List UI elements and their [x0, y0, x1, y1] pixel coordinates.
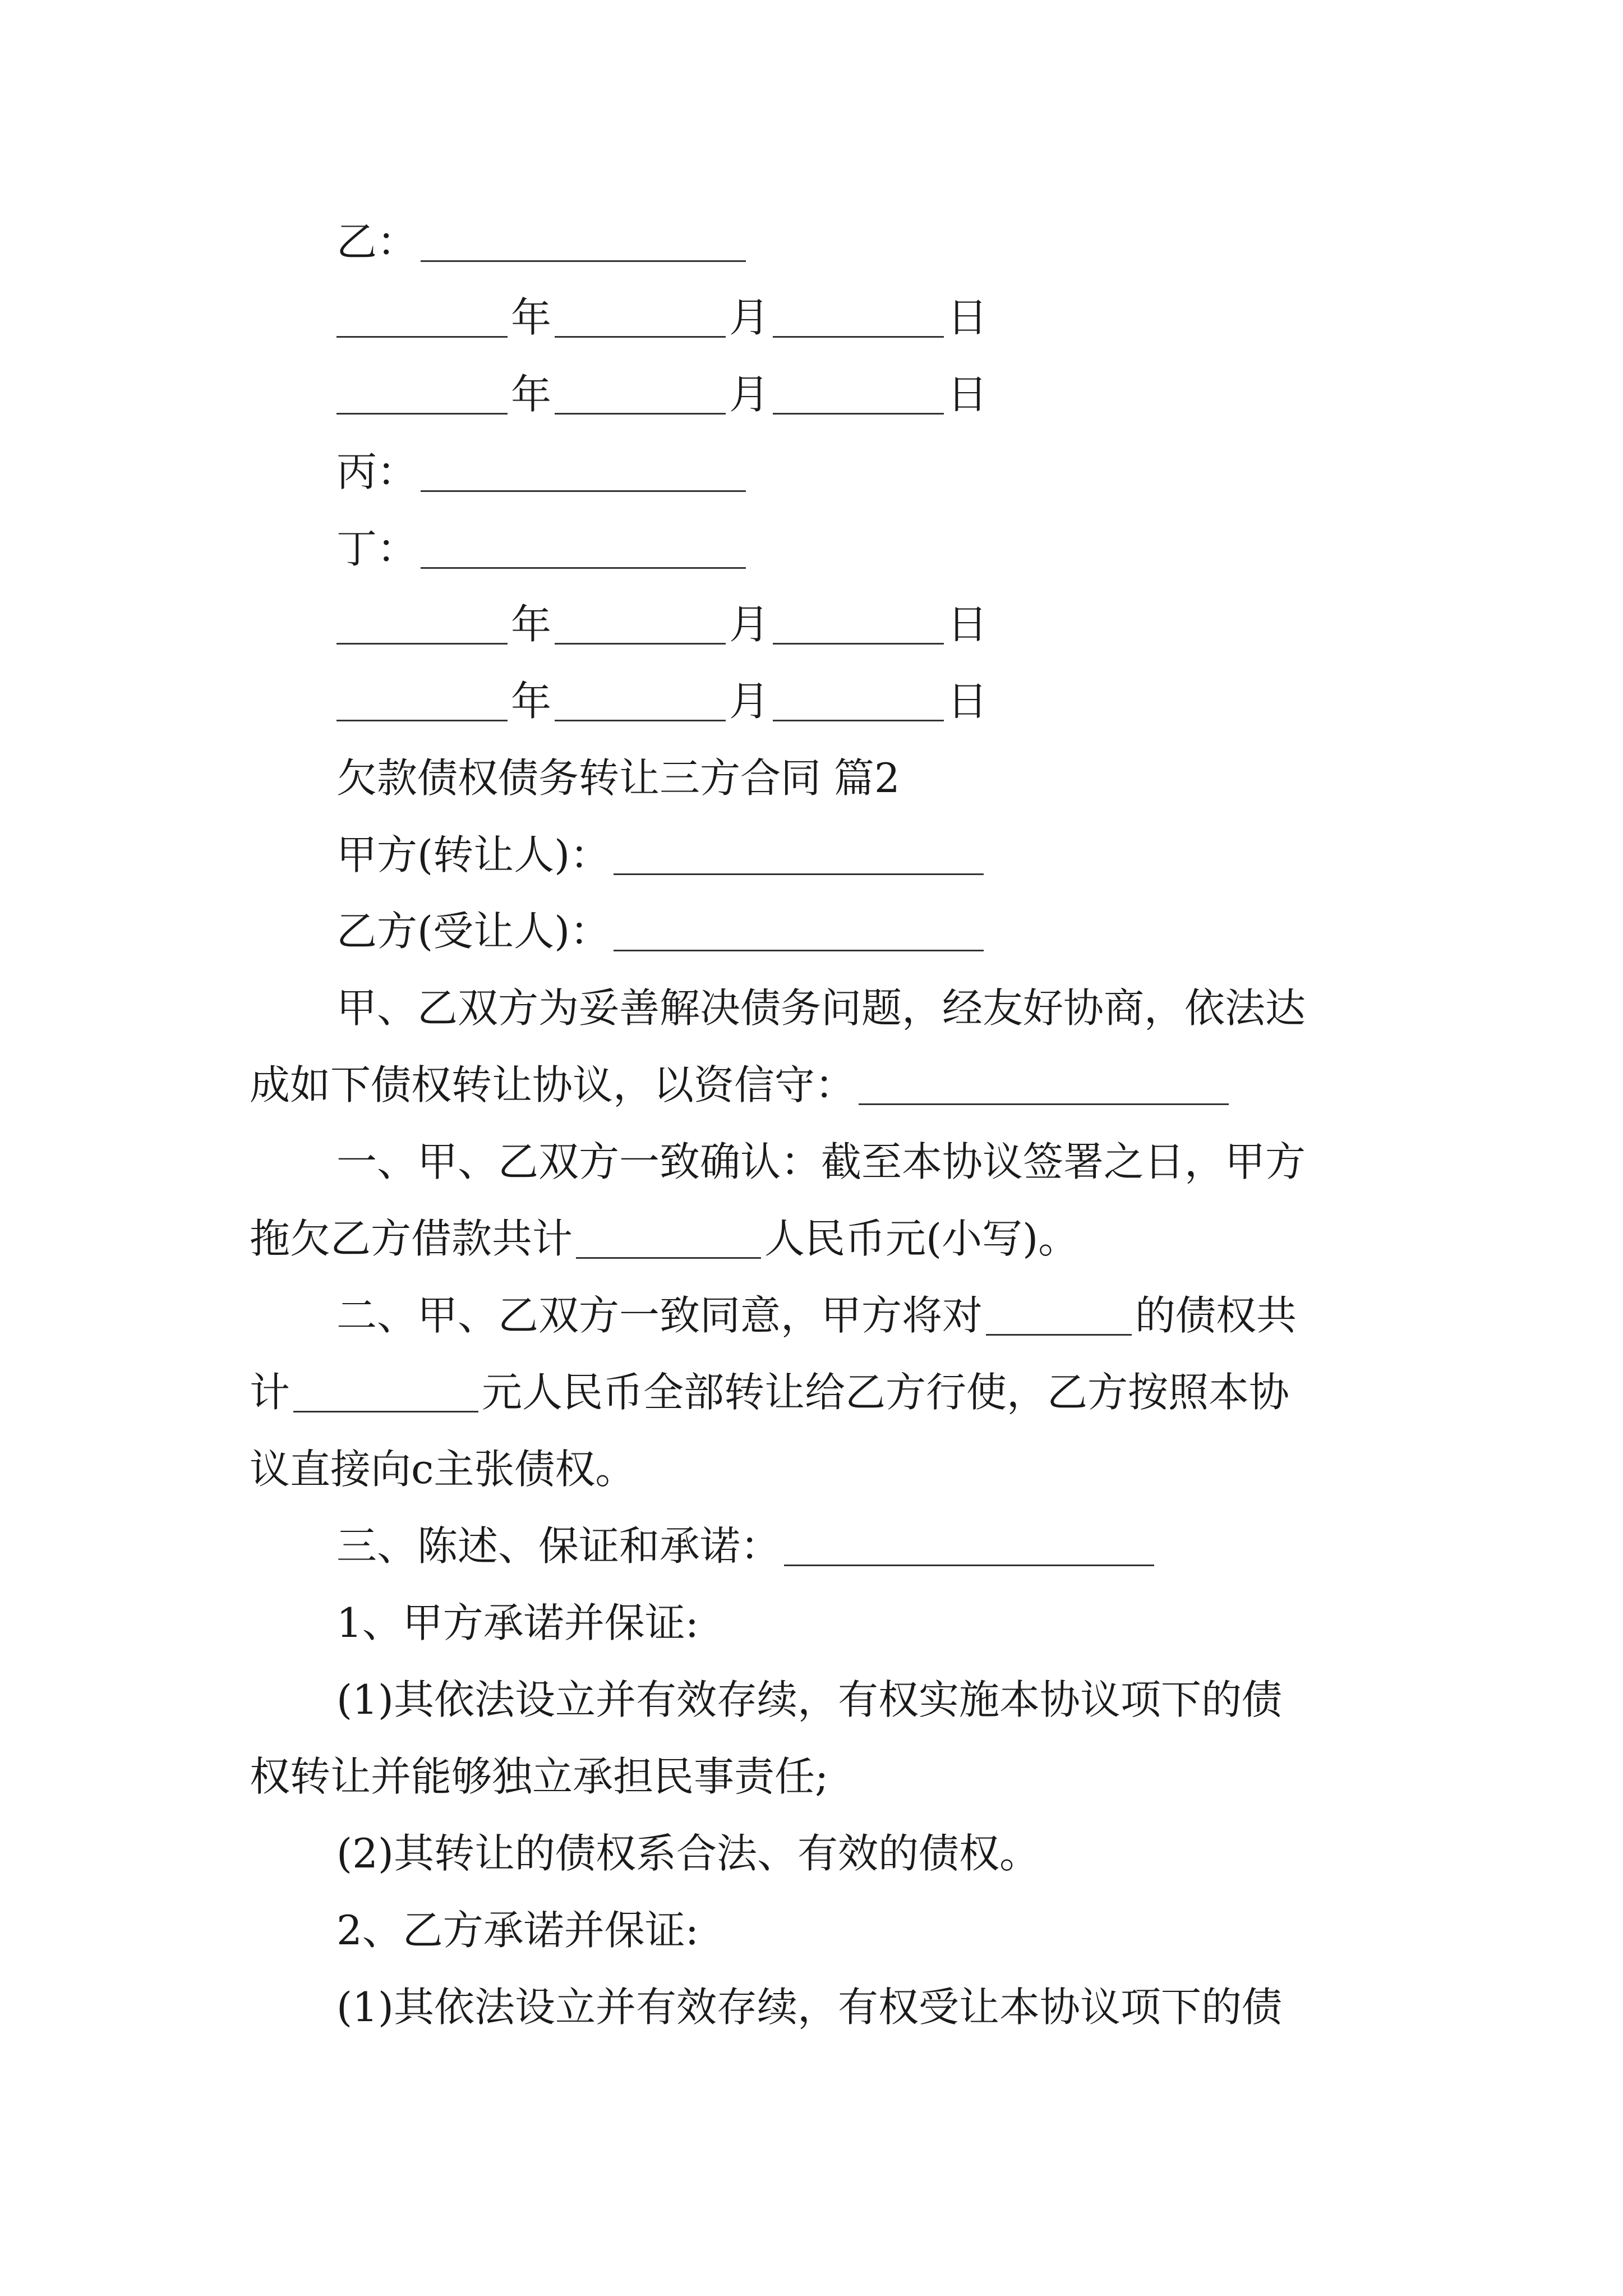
debt-amount-blank[interactable] — [293, 1377, 478, 1412]
signature-yi-label: 乙： — [336, 218, 418, 265]
party-a-blank[interactable] — [614, 840, 984, 875]
clause-2-line-2 — [250, 1369, 1290, 1416]
month-label: 月 — [729, 601, 770, 648]
signature-bing-label: 丙： — [336, 448, 418, 495]
year-label: 年 — [511, 371, 552, 418]
date-line-4 — [336, 678, 988, 725]
item-1-1-text-2: 权转让并能够独立承担民事责任; — [250, 1753, 829, 1800]
item-2-1-text-1: (1)其依法设立并有效存续，有权受让本协议项下的债 — [336, 1984, 1282, 2031]
signature-ding — [336, 525, 749, 572]
intro-text-1: 甲、乙双方为妥善解决债务问题，经友好协商，依法达 — [336, 984, 1306, 1032]
year-blank[interactable] — [336, 686, 508, 721]
year-blank[interactable] — [336, 609, 508, 645]
day-label: 日 — [947, 678, 988, 725]
day-blank[interactable] — [773, 379, 944, 415]
item-1-title — [336, 1599, 699, 1646]
clause-1-text-1: 一、甲、乙双方一致确认：截至本协议签署之日，甲方 — [336, 1138, 1306, 1185]
date-line-3 — [336, 601, 988, 648]
day-label: 日 — [947, 371, 988, 418]
intro-text-2: 成如下债权转让协议，以资信守： — [250, 1061, 856, 1108]
clause-2-text-1a: 二、甲、乙双方一致同意，甲方将对 — [336, 1292, 983, 1339]
intro-line-1 — [336, 984, 1306, 1032]
item-1-2 — [336, 1830, 1040, 1877]
item-1-1-text-1: (1)其依法设立并有效存续，有权实施本协议项下的债 — [336, 1676, 1282, 1723]
month-blank[interactable] — [555, 302, 726, 338]
signature-bing-blank[interactable] — [421, 457, 746, 492]
party-a — [336, 831, 987, 878]
year-label: 年 — [511, 294, 552, 341]
signature-ding-label: 丁： — [336, 525, 418, 572]
year-blank[interactable] — [336, 302, 508, 338]
clause-1-line-1 — [336, 1138, 1306, 1185]
year-label: 年 — [511, 678, 552, 725]
loan-amount-blank[interactable] — [576, 1223, 761, 1259]
item-1-1-line-2 — [250, 1753, 829, 1800]
clause-2-text-1b: 的债权共 — [1135, 1292, 1297, 1339]
clause-1-text-2a: 拖欠乙方借款共计 — [250, 1215, 573, 1262]
year-label: 年 — [511, 601, 552, 648]
party-b — [336, 908, 987, 955]
day-blank[interactable] — [773, 302, 944, 338]
clause-2-text-2b: 元人民币全部转让给乙方行使，乙方按照本协 — [482, 1369, 1290, 1416]
day-blank[interactable] — [773, 609, 944, 645]
intro-blank[interactable] — [859, 1070, 1229, 1105]
debtor-blank[interactable] — [986, 1300, 1132, 1336]
signature-ding-blank[interactable] — [421, 533, 746, 569]
item-2-title — [336, 1907, 699, 1954]
clause-1-text-2b: 人民币元(小写)。 — [764, 1215, 1079, 1262]
date-line-1 — [336, 294, 988, 341]
month-label: 月 — [729, 294, 770, 341]
intro-line-2 — [250, 1061, 1232, 1108]
section-title-text: 欠款债权债务转让三方合同 篇2 — [336, 754, 900, 802]
clause-3-blank[interactable] — [784, 1531, 1154, 1566]
month-blank[interactable] — [555, 686, 726, 721]
party-b-blank[interactable] — [614, 916, 984, 951]
item-1-1-line-1 — [336, 1676, 1282, 1723]
party-a-label: 甲方(转让人)： — [336, 831, 611, 878]
item-1-title-text: 1、甲方承诺并保证: — [336, 1599, 699, 1646]
month-blank[interactable] — [555, 379, 726, 415]
item-1-2-text: (2)其转让的债权系合法、有效的债权。 — [336, 1830, 1040, 1877]
clause-1-line-2 — [250, 1215, 1079, 1262]
signature-bing — [336, 448, 749, 495]
date-line-2 — [336, 371, 988, 418]
year-blank[interactable] — [336, 379, 508, 415]
month-label: 月 — [729, 371, 770, 418]
signature-yi-blank[interactable] — [421, 227, 746, 262]
clause-2-text-2a: 计 — [250, 1369, 291, 1416]
day-blank[interactable] — [773, 686, 944, 721]
month-label: 月 — [729, 678, 770, 725]
item-2-1-line-1 — [336, 1984, 1282, 2031]
clause-3-heading — [336, 1522, 1158, 1570]
party-b-label: 乙方(受让人)： — [336, 908, 611, 955]
clause-3-label: 三、陈述、保证和承诺： — [336, 1522, 781, 1570]
item-2-title-text: 2、乙方承诺并保证: — [336, 1907, 699, 1954]
clause-2-line-3 — [250, 1446, 636, 1493]
signature-yi — [336, 218, 749, 265]
day-label: 日 — [947, 294, 988, 341]
clause-2-line-1 — [336, 1292, 1297, 1339]
day-label: 日 — [947, 601, 988, 648]
section-title — [336, 754, 900, 802]
clause-2-text-3: 议直接向c主张债权。 — [250, 1446, 636, 1493]
month-blank[interactable] — [555, 609, 726, 645]
